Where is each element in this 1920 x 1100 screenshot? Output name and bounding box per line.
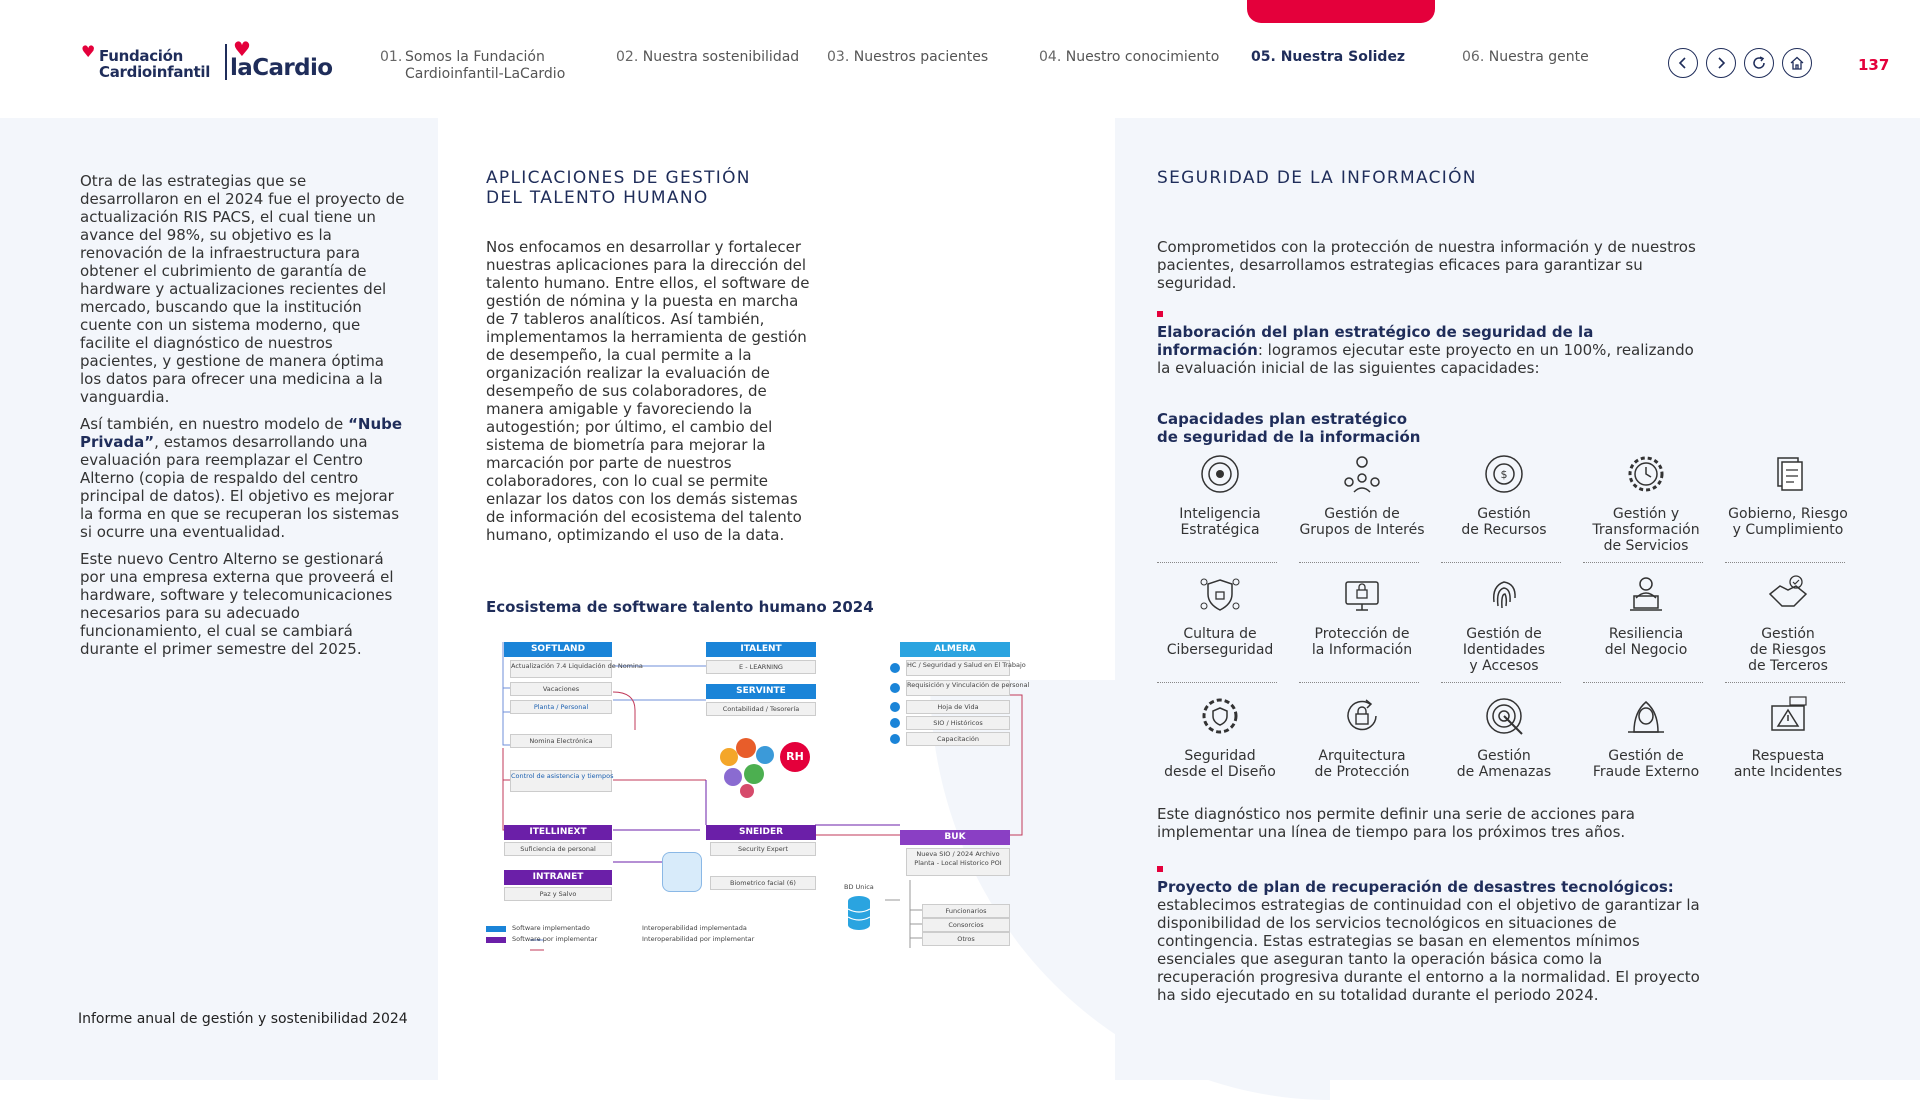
- logo-lacardio: laCardio: [230, 55, 333, 81]
- nav-label: [405, 49, 565, 83]
- bd-item: Funcionarios: [922, 904, 1010, 918]
- capability-label: [1150, 748, 1290, 780]
- money-cycle-icon: [1482, 452, 1526, 496]
- capability-item: [1292, 572, 1432, 658]
- capability-label-line: de Protección: [1314, 764, 1410, 780]
- legend: [486, 924, 786, 946]
- hacker-icon: [1624, 694, 1668, 738]
- nav-number: 03.: [827, 49, 850, 65]
- logo-line-1: Fundación: [99, 47, 184, 65]
- softland-item: Planta / Personal: [510, 700, 612, 714]
- intro-paragraph: Comprometidos con la protección de nuestra información y de nuestros pacientes, desarrollamos estrategias eficaces para garantizar su seguridad.: [1157, 238, 1696, 292]
- capability-item: [1718, 452, 1858, 538]
- capability-label-line: Inteligencia: [1179, 506, 1261, 522]
- target-icon: [1198, 452, 1242, 496]
- capability-label-line: de Amenazas: [1456, 764, 1552, 780]
- bd-item: Consorcios: [922, 918, 1010, 932]
- nav-label-line-1: Somos la Fundación: [405, 49, 545, 65]
- legend-label: Software por implementar: [512, 935, 598, 943]
- capability-label-line: Fraude Externo: [1592, 764, 1700, 780]
- capability-item: [1150, 572, 1290, 658]
- capability-label: [1718, 506, 1858, 538]
- diagnosis-paragraph: Este diagnóstico nos permite definir una serie de acciones para implementar una línea de tiempo para los próximos tres años.: [1157, 805, 1635, 841]
- rh-people-illustration: [718, 738, 782, 798]
- capability-label-line: ante Incidentes: [1733, 764, 1843, 780]
- capability-label: [1434, 506, 1574, 538]
- cycle-lock-icon: [1340, 694, 1384, 738]
- sneider-item: Biometrico facial (6): [710, 876, 816, 890]
- legend-swatch-pending: [486, 937, 506, 943]
- nav-number: 05.: [1251, 49, 1276, 65]
- capability-label-line: Transformación: [1592, 522, 1700, 538]
- svg-text:$: $: [1500, 468, 1508, 481]
- dotted-divider: [1299, 562, 1419, 563]
- itellinext-system: ITELLINEXT: [504, 825, 612, 840]
- almera-item: HC / Seguridad y Salud en El Trabajo: [906, 660, 1010, 676]
- heart-icon: ♥: [81, 42, 96, 61]
- documents-icon: [1766, 452, 1810, 496]
- softland-item: Actualización 7.4 Liquidación de Nomina: [510, 660, 612, 678]
- section-title: [486, 168, 751, 208]
- capability-item: [1150, 694, 1290, 780]
- capability-item: [1434, 452, 1574, 538]
- handshake-icon: [1766, 572, 1810, 616]
- control-asistencia: Control de asistencia y tiempos: [510, 770, 612, 792]
- capability-item: [1292, 452, 1432, 538]
- capability-label-line: Gestión de: [1466, 626, 1542, 642]
- nav-label-line-2: Cardioinfantil-LaCardio: [405, 66, 566, 82]
- capability-item: [1718, 694, 1858, 780]
- gear-shield-icon: [1198, 694, 1242, 738]
- header: [0, 0, 1920, 118]
- dotted-divider: [1583, 682, 1703, 683]
- nav-number: 04.: [1039, 49, 1062, 65]
- capability-label-line: Ciberseguridad: [1166, 642, 1274, 658]
- capability-item: [1576, 452, 1716, 554]
- dotted-divider: [1299, 682, 1419, 683]
- dotted-divider: [1583, 562, 1703, 563]
- previous-page-button[interactable]: [1668, 48, 1698, 78]
- logo-fundacion: [99, 48, 210, 80]
- capability-item: [1434, 572, 1574, 674]
- check-icon: [890, 734, 900, 744]
- people-network-icon: [1340, 452, 1384, 496]
- refresh-icon: [1751, 55, 1767, 71]
- italent-system: ITALENT: [706, 642, 816, 657]
- nav-item-06[interactable]: [1462, 49, 1589, 66]
- check-icon: [890, 683, 900, 693]
- capability-label: [1150, 506, 1290, 538]
- capability-label-line: del Negocio: [1604, 642, 1688, 658]
- capability-label-line: Protección de: [1314, 626, 1410, 642]
- nav-item-04[interactable]: [1039, 49, 1219, 66]
- capability-label: [1434, 748, 1574, 780]
- dotted-divider: [1157, 682, 1277, 683]
- capability-label-line: Grupos de Interés: [1299, 522, 1425, 538]
- fingerprint-icon: [1482, 572, 1526, 616]
- rh-badge: RH: [780, 742, 810, 772]
- bold-text: Proyecto de plan de recuperación de desastres tecnológicos:: [1157, 878, 1674, 896]
- capability-item: [1576, 694, 1716, 780]
- home-button[interactable]: [1782, 48, 1812, 78]
- dotted-divider: [1441, 682, 1561, 683]
- home-icon: [1789, 55, 1805, 71]
- dotted-divider: [1725, 562, 1845, 563]
- intranet-item: Paz y Salvo: [504, 887, 612, 901]
- capability-label: [1434, 626, 1574, 674]
- title-line-2: DEL TALENTO HUMANO: [486, 188, 709, 208]
- page-number: 137: [1858, 56, 1890, 74]
- title-line-1: APLICACIONES DE GESTIÓN: [486, 168, 751, 188]
- left-text: [80, 172, 405, 667]
- capability-label-line: la Información: [1311, 642, 1413, 658]
- logo-line-2: Cardioinfantil: [99, 63, 211, 81]
- capability-label-line: Gobierno, Riesgo: [1728, 506, 1848, 522]
- heart-icon: ♥: [233, 37, 251, 61]
- software-ecosystem-diagram: [470, 630, 1030, 950]
- legend-label: Interoperabilidad por implementar: [642, 935, 755, 943]
- paragraph: [80, 415, 405, 541]
- capability-label: [1150, 626, 1290, 658]
- buk-item: Nueva SIO / 2024 Archivo Planta - Local Historico POI: [906, 848, 1010, 876]
- almera-item: Capacitación: [906, 732, 1010, 746]
- capability-label: [1718, 626, 1858, 674]
- biometric-face-icon: [662, 852, 702, 892]
- nav-label: Nuestra gente: [1488, 49, 1589, 65]
- nav-item-03[interactable]: [827, 49, 988, 66]
- capability-label-line: Seguridad: [1184, 748, 1256, 764]
- capability-item: [1718, 572, 1858, 674]
- softland-item: Vacaciones: [510, 682, 612, 696]
- text: , estamos desarrollando una evaluación para reemplazar el Centro Alterno (copia de respaldo del centro principal de datos). El objetivo es mejorar la forma en que se recuperan los sistemas si ocurre una eventualidad.: [80, 433, 400, 541]
- check-icon: [890, 663, 900, 673]
- capability-label: [1576, 626, 1716, 658]
- capability-label: [1718, 748, 1858, 780]
- capability-label-line: de Recursos: [1461, 522, 1547, 538]
- capability-label: [1292, 506, 1432, 538]
- database-icon: [846, 895, 872, 931]
- text: : logramos ejecutar este proyecto en un 100%, realizando la evaluación inicial de las siguientes capacidades:: [1157, 341, 1694, 377]
- capability-label-line: Identidades: [1462, 642, 1546, 658]
- capability-label: [1576, 506, 1716, 554]
- capability-label-line: Estratégica: [1180, 522, 1260, 538]
- capability-label-line: de Riesgos: [1749, 642, 1827, 658]
- nav-item-05[interactable]: [1251, 49, 1405, 66]
- monitor-lock-icon: [1340, 572, 1384, 616]
- arrow-right-icon: [1713, 55, 1729, 71]
- capability-label-line: Respuesta: [1751, 748, 1825, 764]
- legend-label: Software implementado: [512, 924, 590, 932]
- capability-item: [1576, 572, 1716, 658]
- capabilities-title: [1157, 410, 1420, 446]
- shield-people-icon: [1198, 572, 1242, 616]
- bullet-paragraph: [1157, 878, 1702, 1004]
- almera-item: SIO / Históricos: [906, 716, 1010, 730]
- servinte-system: SERVINTE: [706, 684, 816, 699]
- capability-label-line: y Accesos: [1469, 658, 1539, 674]
- sneider-system: SNEIDER: [706, 825, 816, 840]
- diagram-title: Ecosistema de software talento humano 2024: [486, 598, 874, 616]
- nav-label: Nuestro conocimiento: [1065, 49, 1220, 65]
- bold-text: “Nube Privada”: [80, 415, 403, 451]
- dotted-divider: [1725, 682, 1845, 683]
- check-icon: [890, 702, 900, 712]
- nav-number: 02.: [616, 49, 639, 65]
- almera-system: ALMERA: [900, 642, 1010, 657]
- capability-label-line: Gestión de: [1608, 748, 1684, 764]
- nav-label: Nuestra sostenibilidad: [642, 49, 800, 65]
- laptop-user-icon: [1624, 572, 1668, 616]
- logo[interactable]: [79, 37, 333, 86]
- softland-system: SOFTLAND: [504, 642, 612, 657]
- nomina-electronica: Nomina Electrónica: [510, 734, 612, 748]
- text: Así también, en nuestro modelo de: [80, 415, 349, 433]
- capability-item: [1434, 694, 1574, 780]
- capability-label: [1292, 748, 1432, 780]
- buk-system: BUK: [900, 830, 1010, 845]
- paragraph: Este nuevo Centro Alterno se gestionará por una empresa externa que proveerá el hardware, software y telecomunicaciones necesarios para su adecuado funcionamiento, el cual se cambiará durante el primer semestre del 2025.: [80, 550, 394, 658]
- servinte-item: Contabilidad / Tesorería: [706, 702, 816, 716]
- bd-item: Otros: [922, 932, 1010, 946]
- middle-paragraph: Nos enfocamos en desarrollar y fortalecer nuestras aplicaciones para la dirección del talento humano. Entre ellos, el software de gestión de nómina y la puesta en marcha de 7 tableros analíticos. Así también, implementamos la herramienta de gestión de desempeño, la cual permite a la organización realizar la evaluación de desempeño de sus colaboradores, de manera amigable y favoreciendo la autogestión; por último, el cambio del sistema de biometría para mejorar la marcación por parte de nuestros colaboradores, con lo cual se permite enlazar los datos con los demás sistemas de información del ecosistema del talento humano, optimizando el uso de la data.: [486, 238, 810, 544]
- italent-item: E - LEARNING: [706, 660, 816, 674]
- alert-screen-icon: [1766, 694, 1810, 738]
- legend-swatch-implemented: [486, 926, 506, 932]
- paragraph: Otra de las estrategias que se desarrollaron en el 2024 fue el proyecto de actualización RIS PACS, el cual tiene un avance del 98%, su objetivo es la renovación de la infraestructura para obtener el cubrimiento de garantía de hardware y actualizaciones recientes del mercado, buscando que la institución cuente con un sistema moderno, que facilite el diagnóstico de nuestros pacientes, y gestione de manera óptima los datos para ofrecer una medicina a la vanguardia.: [80, 172, 405, 406]
- capability-label-line: Gestión y: [1612, 506, 1680, 522]
- capability-item: [1292, 694, 1432, 780]
- capability-label-line: de Servicios: [1603, 538, 1689, 554]
- intranet-system: INTRANET: [504, 870, 612, 885]
- almera-item: Requisición y Vinculación de personal: [906, 680, 1010, 696]
- capability-label-line: Gestión de: [1324, 506, 1400, 522]
- almera-item: Hoja de Vida: [906, 700, 1010, 714]
- nav-item-02[interactable]: [616, 49, 799, 66]
- dotted-divider: [1441, 562, 1561, 563]
- bullet-marker: [1157, 866, 1163, 872]
- nav-label: Nuestra Solidez: [1280, 49, 1406, 65]
- capability-label-line: Gestión: [1477, 748, 1531, 764]
- nav-number: 06.: [1462, 49, 1485, 65]
- check-icon: [890, 718, 900, 728]
- capability-label-line: desde el Diseño: [1164, 764, 1276, 780]
- capability-item: [1150, 452, 1290, 538]
- sneider-item: Security Expert: [710, 842, 816, 856]
- nav-label: Nuestros pacientes: [853, 49, 989, 65]
- active-section-tab-indicator: [1247, 0, 1435, 23]
- capability-label-line: Arquitectura: [1318, 748, 1406, 764]
- bullet-paragraph: [1157, 323, 1702, 377]
- bullet-marker: [1157, 311, 1163, 317]
- bd-label: BD Unica: [844, 883, 874, 891]
- capability-label: [1576, 748, 1716, 780]
- next-page-button[interactable]: [1706, 48, 1736, 78]
- title-line-2: de seguridad de la información: [1157, 428, 1421, 446]
- footer-report-title: Informe anual de gestión y sostenibilidad 2024: [78, 1011, 408, 1027]
- nav-number: 01.: [380, 49, 403, 65]
- arrow-left-icon: [1675, 55, 1691, 71]
- legend-label: Interoperabilidad implementada: [642, 924, 747, 932]
- capability-label: [1292, 626, 1432, 658]
- title-line-1: Capacidades plan estratégico: [1157, 410, 1408, 428]
- threat-target-icon: [1482, 694, 1526, 738]
- bold-text: Elaboración del plan estratégico de seguridad de la información: [1157, 323, 1594, 359]
- dotted-divider: [1157, 562, 1277, 563]
- nav-item-01[interactable]: [380, 49, 566, 82]
- capability-label-line: Cultura de: [1183, 626, 1257, 642]
- capability-label-line: Gestión: [1477, 506, 1531, 522]
- capability-label-line: Resiliencia: [1608, 626, 1684, 642]
- gear-clock-icon: [1624, 452, 1668, 496]
- capability-label-line: y Cumplimiento: [1732, 522, 1844, 538]
- text: establecimos estrategias de continuidad con el objetivo de garantizar la disponibilidad de los servicios tecnológicos en situaciones de contingencia. Estas estrategias se basan en elementos mínimos esenciales que aseguran tanto la operación básica como la recuperación progresiva durante el entorno a la normalidad. El proyecto ha sido ejecutado en su totalidad durante el periodo 2024.: [1157, 896, 1700, 1004]
- refresh-button[interactable]: [1744, 48, 1774, 78]
- section-title: SEGURIDAD DE LA INFORMACIÓN: [1157, 168, 1477, 188]
- capability-label-line: de Terceros: [1748, 658, 1828, 674]
- capability-label-line: Gestión: [1761, 626, 1815, 642]
- itellinext-item: Suficiencia de personal: [504, 842, 612, 856]
- logo-divider: [225, 44, 227, 80]
